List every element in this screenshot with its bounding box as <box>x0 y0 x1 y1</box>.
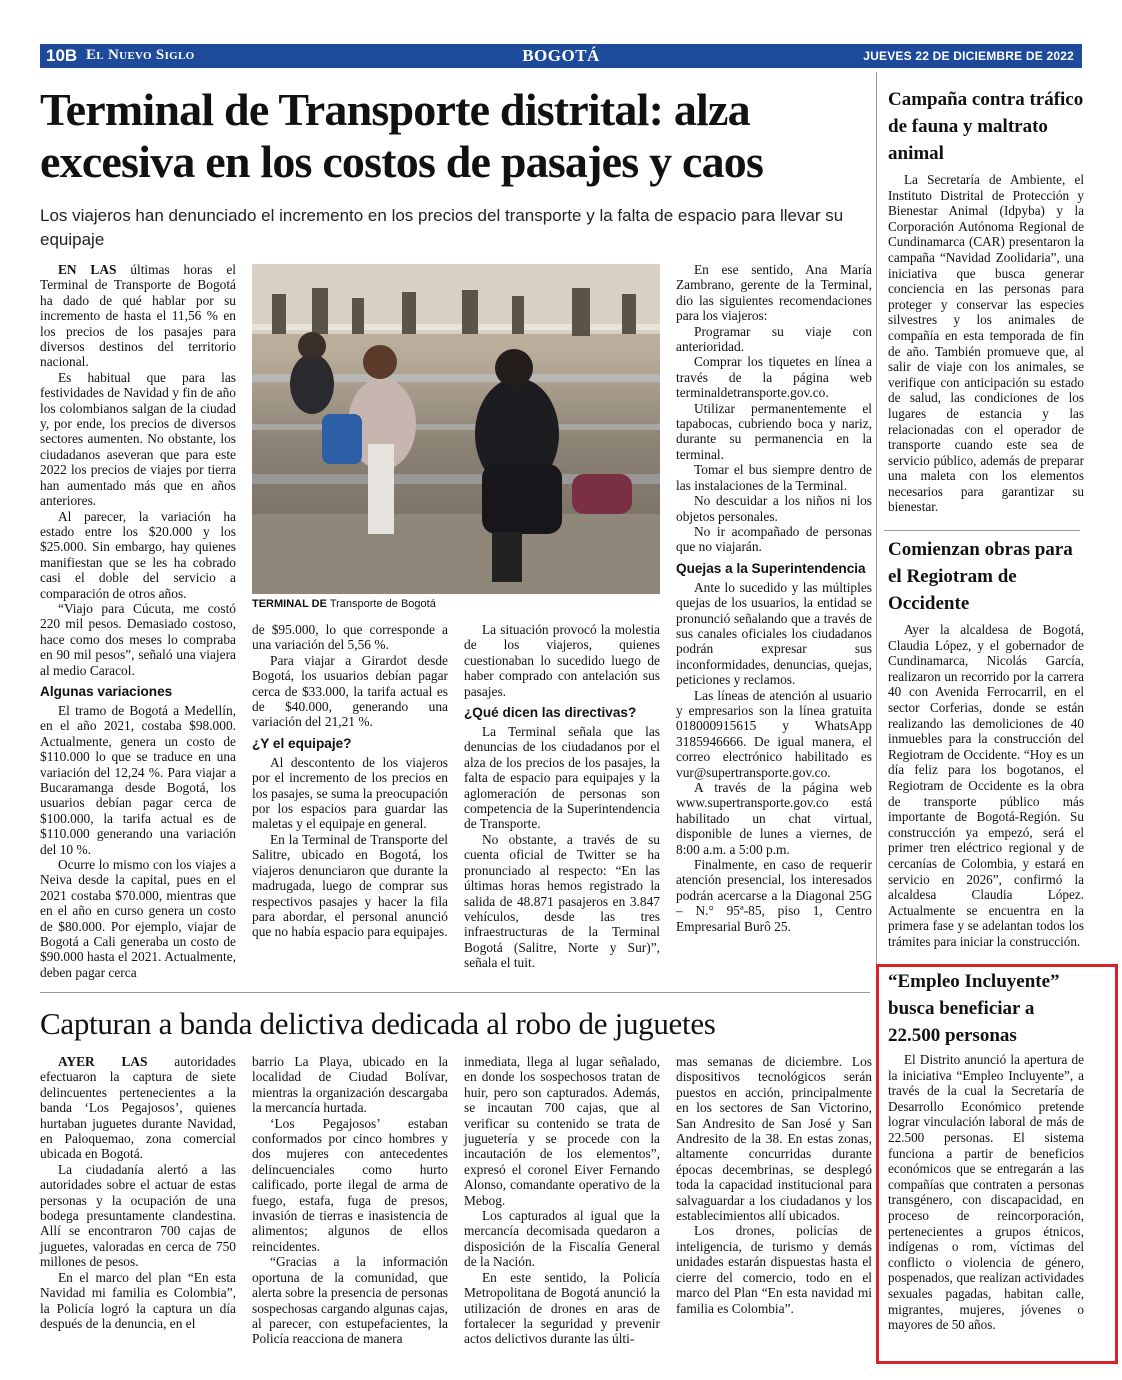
recommendation: Tomar el bus siempre dentro de las instalaciones de la Terminal. <box>676 462 872 493</box>
paragraph: últimas horas el Terminal de Transporte de Bogotá ha dado de qué hablar por su incremento de hasta el 11,56 % en los precios de los pasajes para diversos destinos del territorio nacional. <box>40 262 236 370</box>
paragraph: mas semanas de diciembre. Los dispositivos tecnológicos serán puestos en acción, principalmente en los sectores de San Victorino, San Andresito de San José y San Andresito de la 38. En estas zonas, altamente concurridas durante épocas decembrinas, se desplegó toda la capacidad institucional para salvaguardar a los ciudadanos y los establecimientos allí ubicados. <box>676 1054 872 1224</box>
main-article-column-1 <box>40 262 236 980</box>
paragraph: Al parecer, la variación ha estado entre los $20.000 y los $25.000. Sin embargo, hay quienes manifiestan que se les ha cobrado casi el doble del servicio a comparación de otros años. <box>40 508 236 601</box>
paragraph: Ocurre lo mismo con los viajes a Neiva desde la capital, pues en el 2021 costaba $70.000, mientras que en el año en curso genera un costo de $80.000. Por ejemplo, viajar de Bogotá a Cali generaba un costo de $90.000 hasta el 2021. Actualmente, deben pagar cerca <box>40 857 236 980</box>
photo-caption <box>252 598 660 610</box>
second-article-column-3 <box>464 1054 660 1347</box>
paragraph: Los drones, policías de inteligencia, de turismo y demás unidades estarán dispuestas hasta el cierre del comercio, todo en el marco del Plan “En esta navidad mi familia es Colombia”. <box>676 1223 872 1316</box>
paragraph: La ciudadanía alertó a las autoridades sobre el actuar de estas personas y la ocupación de una bodega presuntamente clandestina. Allí se encontraron 700 cajas de juguetes, valoradas en cerca de 750 millones de pesos. <box>40 1161 236 1270</box>
paragraph: Ante lo sucedido y las múltiples quejas de los usuarios, la entidad se pronunció señalando que a través de sus canales oficiales los ciudadanos podrán expresar sus inconformidades, denuncias, quejas, peticiones y reclamos. <box>676 579 872 688</box>
paragraph: Al descontento de los viajeros por el incremento de los precios en los pasajes, se suma la preocupación por los espacios para guardar las maletas y el equipaje en general. <box>252 754 448 832</box>
recommendation: No descuidar a los niños ni los objetos personales. <box>676 493 872 524</box>
paragraph: ‘Los Pegajosos’ estaban conformados por cinco hombres y dos mujeres con antecedentes delincuenciales como hurto calificado, porte ilegal de arma de fuego, estafa, fuga de presos, invasión de tierras e inasistencia de alimentos; algunos de ellos reincidentes. <box>252 1115 448 1254</box>
paragraph: La situación provocó la molestia de los viajeros, quienes cuestionaban lo sucedido luego de haber comprado con antelación sus pasajes. <box>464 622 660 699</box>
sidebar-divider <box>884 530 1080 531</box>
second-headline: Capturan a banda delictiva dedicada al robo de juguetes <box>40 1006 716 1041</box>
main-article-column-2 <box>252 622 448 940</box>
paragraph: Las líneas de atención al usuario y empresarios son la línea gratuita 018000915615 y WhatsApp 3185946666. De igual manera, el correo electrónico habilitado es vur@supertransporte.gov.co. <box>676 687 872 780</box>
second-article-column-4 <box>676 1054 872 1316</box>
second-article-column-2 <box>252 1054 448 1347</box>
paragraph: Los capturados al igual que la mercancía decomisada quedaron a disposición de la Fiscalía General de la Nación. <box>464 1208 660 1270</box>
paragraph: Para viajar a Girardot desde Bogotá, los usuarios debían pagar cerca de $33.000, la tarifa actual es de $40.000, generando una variación del 21,21 %. <box>252 652 448 730</box>
terminal-photo-illustration <box>252 264 660 594</box>
paragraph: “Viajo para Cúcuta, me costó 220 mil pesos. Demasiado costoso, hace como dos meses lo compraba en 90 mil pesos”, señaló una viajera al medio Caracol. <box>40 600 236 678</box>
page-header <box>40 44 1082 68</box>
regiotram-body: Ayer la alcaldesa de Bogotá, Claudia López, y el gobernador de Cundinamarca, Nicolás García, realizaron un recorrido por la carrera 40 con Avenida Ferrocarril, en el sector Corferias, donde se están realizando las demoliciones de 40 inmuebles para la construcción del Regiotram de Occidente. “Hoy es un día feliz para los bogotanos, el Regiotram de Occidente es la obra de transporte público más importante de Bogotá-Región. Su construcción ya empezó, será el primer tren eléctrico regional y de cercanías de Colombia, y estará en servicio en 2026”, confirmó la alcaldesa Claudia López. Actualmente se encuentra en la primera fase y se adelantan todos los trámites para iniciar la construcción. <box>888 622 1084 949</box>
main-headline: Terminal de Transporte distrital: alza excesiva en los costos de pasajes y caos <box>40 84 764 187</box>
recommendation: No ir acompañado de personas que no viajarán. <box>676 523 872 555</box>
section-name: BOGOTÁ <box>522 46 600 65</box>
paragraph: En este sentido, la Policía Metropolitana de Bogotá anunció la utilización de drones en aras de fortalecer la seguridad y prevenir actos delictivos durante las últi- <box>464 1269 660 1347</box>
paragraph: Es habitual que para las festividades de Navidad y fin de año los colombianos salgan de la ciudad y, por ende, los precios de diversos sectores aumenten. No obstante, los ciudadanos aseveran que para este 2022 los precios de viajes por tierra han aumentado más que en años anteriores. <box>40 369 236 509</box>
main-article-column-4 <box>676 262 872 934</box>
recommendation: Utilizar permanentemente el tapabocas, cubriendo boca y nariz, durante su permanencia en la terminal. <box>676 400 872 462</box>
paragraph: inmediata, llega al lugar señalado, en donde los sospechosos tratan de huir, pero son capturados. Además, se incautan 700 cajas, que al verificar su contenido se trata de juguetería y se procede con la incautación de los elementos”, expresó el coronel Eiver Fernando Alonso, comandante operativo de la Mebog. <box>464 1054 660 1208</box>
column-divider <box>876 72 877 992</box>
paragraph: En la Terminal de Transporte del Salitre, ubicado en Bogotá, los viajeros denunciaron que durante la madrugada, luego de comprar sus respectivos pasajes y hacer la fila para abordar, el personal anunció que no había espacio para equipajes. <box>252 831 448 940</box>
fauna-body-column <box>888 172 1084 515</box>
page-number: 10B <box>46 46 78 65</box>
paragraph: A través de la página web www.supertransporte.gov.co está habilitado un chat virtual, disponible de lunes a viernes, de 8:00 a.m. a 5:00 p.m. <box>676 780 872 857</box>
subheading-variaciones: Algunas variaciones <box>40 683 173 699</box>
paragraph: La Terminal señala que las denuncias de los ciudadanos por el alza de los precios de los pasajes, la falta de espacio para equipajes y la aglomeración de personas son competencia de la Superintendencia de Transporte. <box>464 724 660 832</box>
paragraph: de $95.000, lo que corresponde a una variación del 5,56 %. <box>252 622 448 653</box>
section-divider <box>40 992 870 993</box>
photo-caption-lead: TERMINAL DE <box>252 598 327 610</box>
regiotram-headline: Comienzan obras para el Regiotram de Occidente <box>888 539 1073 614</box>
empleo-body-column <box>888 1052 1084 1333</box>
regiotram-body-column <box>888 622 1084 949</box>
subheading-quejas: Quejas a la Superintendencia <box>676 560 866 576</box>
empleo-headline: “Empleo Incluyente” busca beneficiar a 22.500 personas <box>888 971 1060 1046</box>
photo-caption-text: Transporte de Bogotá <box>329 598 436 610</box>
paragraph: En ese sentido, Ana María Zambrano, gerente de la Terminal, dio las siguientes recomendaciones para los viajeros: <box>676 262 872 324</box>
lead-words: AYER LAS <box>58 1054 148 1069</box>
publication-name: El Nuevo Siglo <box>86 47 195 63</box>
paragraph: El tramo de Bogotá a Medellín, en el año 2021, costaba $98.000. Actualmente, genera un costo de $110.000 lo que se traduce en una variación del 12,24 %. Para viajar a Bucaramanga desde Bogotá, los usuarios debían pagar cerca de $100.000, la tarifa actual es de $110.000 generando una variación del 10 %. <box>40 702 236 857</box>
paragraph: autoridades efectuaron la captura de siete delincuentes pertenecientes a la banda ‘Los Pegajosos’, quienes hurtaban juguetes durante Navidad, en Paloquemao, zona comercial ubicada en Bogotá. <box>40 1054 236 1162</box>
paragraph: barrio La Playa, ubicado en la localidad de Ciudad Bolívar, mientras la organización descargaba la mercancía hurtada. <box>252 1054 448 1116</box>
paragraph: Finalmente, en caso de requerir atención presencial, los interesados podrán acercarse a la Diagonal 25G – N.° 95ª-85, piso 1, Centro Empresarial Burô 25. <box>676 857 872 934</box>
paragraph: No obstante, a través de su cuenta oficial de Twitter se ha pronunciado al respecto: “En las últimas horas hemos registrado la salida de 48.871 pasajeros en 3.847 vehículos, desde las tres infraestructuras de la Terminal Bogotá (Salitre, Norte y Sur)”, señala el tuit. <box>464 831 660 971</box>
lead-words: EN LAS <box>58 262 117 277</box>
subheading-directivas: ¿Qué dicen las directivas? <box>464 705 637 721</box>
recommendation: Comprar los tiquetes en línea a través de la página web terminaldetransporte.gov.co. <box>676 354 872 401</box>
fauna-body: La Secretaría de Ambiente, el Instituto Distrital de Protección y Bienestar Animal (Idpyba) y la Corporación Autónoma Regional de Cundinamarca (CAR) presentaron la campaña “Navidad Zoolidaria”, una iniciativa que busca generar conciencia en las personas para proteger y conservar las especies silvestres y los animales de compañía en esta temporada de fin de año. También promueve que, al salir de viaje con los animales, se verifique con anticipación su estado de salud, las condiciones de los lugares de estancia y las relacionadas con el operador de transporte cuando este sea de servicio público, además de preparar una maleta con los elementos necesarios para garantizar su bienestar. <box>888 172 1084 515</box>
recommendation: Programar su viaje con anterioridad. <box>676 323 872 355</box>
paragraph: En el marco del plan “En esta Navidad mi familia es Colombia”, la Policía logró la captura un día después de la denuncia, en el <box>40 1269 236 1331</box>
main-deck: Los viajeros han denunciado el incremento en los precios del transporte y la falta de espacio para llevar su equipaje <box>40 206 844 249</box>
empleo-body: El Distrito anunció la apertura de la iniciativa “Empleo Incluyente”, a través de la cual la Secretaría de Desarrollo Económico pretende lograr vinculación laboral de más de 22.500 personas. El sistema funciona a partir de beneficios económicos que se entregarán a las compañías que contraten a personas transgénero, con discapacidad, en proceso de reincorporación, pertenecientes a grupos étnicos, indígenas o rom, víctimas del conflicto o violencia de género, pospenados, que realizan actividades sexuales pagadas, habitan calle, migrantes, mujeres, jóvenes o mayores de 50 años. <box>888 1052 1084 1333</box>
issue-date: JUEVES 22 DE DICIEMBRE DE 2022 <box>863 49 1074 63</box>
terminal-photo <box>252 264 660 594</box>
fauna-headline: Campaña contra tráfico de fauna y maltrato animal <box>888 89 1084 164</box>
second-article-column-1 <box>40 1054 236 1331</box>
subheading-equipaje: ¿Y el equipaje? <box>252 735 352 751</box>
main-article-column-3 <box>464 622 660 971</box>
paragraph: “Gracias a la información oportuna de la comunidad, que alerta sobre la presencia de personas sospechosas cargando algunas cajas, al parecer, con estupefacientes, la Policía reacciona de manera <box>252 1254 448 1347</box>
